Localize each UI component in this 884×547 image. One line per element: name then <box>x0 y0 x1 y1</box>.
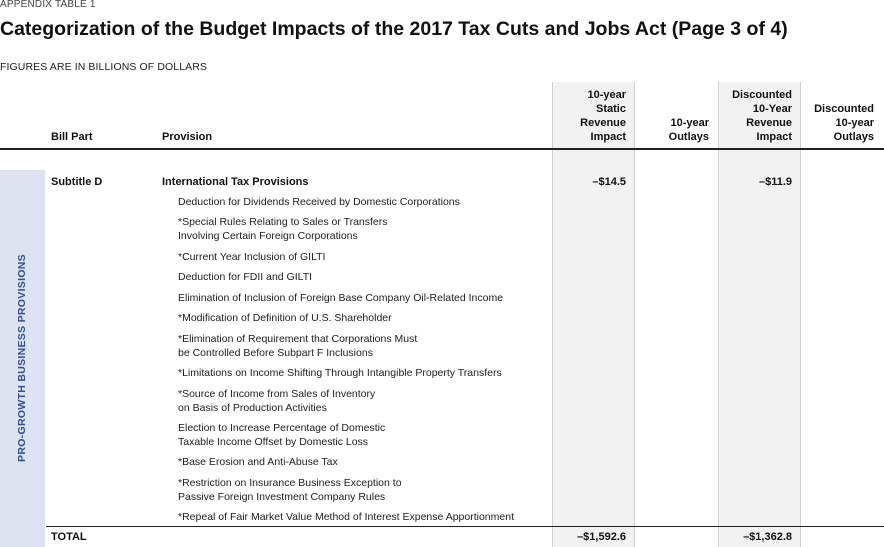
total-rule <box>46 526 884 527</box>
provision-item: *Base Erosion and Anti-Abuse Tax <box>178 456 338 468</box>
provision-item: *Restriction on Insurance Business Exception to Passive Foreign Investment Company Rules <box>178 477 402 503</box>
provision-item: *Current Year Inclusion of GILTI <box>178 251 326 263</box>
total-discounted-revenue: –$1,362.8 <box>743 531 792 543</box>
units-note: FIGURES ARE IN BILLIONS OF DOLLARS <box>0 61 208 73</box>
discounted-revenue-column-shade <box>719 82 800 547</box>
subtitle-static-revenue: –$14.5 <box>592 176 626 188</box>
subtitle-discounted-revenue: –$11.9 <box>758 176 792 188</box>
provision-item: *Limitations on Income Shifting Through Intangible Property Transfers <box>178 367 502 379</box>
header-rule <box>0 148 884 150</box>
subtitle-provision: International Tax Provisions <box>162 176 309 188</box>
header-discounted-outlays: Discounted 10-year Outlays <box>814 103 874 143</box>
header-static-revenue: 10-year Static Revenue Impact <box>580 89 626 143</box>
category-label: PRO-GROWTH BUSINESS PROVISIONS <box>16 254 28 462</box>
provision-item: *Elimination of Requirement that Corporations Must be Controlled Before Subpart F Inclusions <box>178 333 418 359</box>
provision-item: Deduction for FDII and GILTI <box>178 271 313 283</box>
subtitle-bill-part: Subtitle D <box>51 176 103 188</box>
column-divider <box>634 82 635 547</box>
header-bill-part: Bill Part <box>51 131 93 143</box>
header-provision: Provision <box>162 131 213 143</box>
static-revenue-column-shade <box>553 82 634 547</box>
column-divider <box>718 82 719 547</box>
provision-item: *Repeal of Fair Market Value Method of Interest Expense Apportionment <box>178 511 514 523</box>
provision-item: *Source of Income from Sales of Inventory on Basis of Production Activities <box>178 388 376 414</box>
total-label: TOTAL <box>51 531 87 543</box>
header-discounted-revenue: Discounted 10-Year Revenue Impact <box>732 89 792 143</box>
appendix-label: APPENDIX TABLE 1 <box>0 0 96 10</box>
column-divider <box>552 82 553 547</box>
total-static-revenue: –$1,592.6 <box>577 531 626 543</box>
provision-item: *Special Rules Relating to Sales or Transfers Involving Certain Foreign Corporations <box>178 216 388 242</box>
provision-item: Election to Increase Percentage of Domestic Taxable Income Offset by Domestic Loss <box>178 422 386 448</box>
header-outlays: 10-year Outlays <box>668 117 709 143</box>
provision-item: *Modification of Definition of U.S. Shareholder <box>178 312 392 324</box>
provision-item: Elimination of Inclusion of Foreign Base Company Oil-Related Income <box>178 292 504 304</box>
provision-item: Deduction for Dividends Received by Domestic Corporations <box>178 196 460 208</box>
column-divider <box>800 82 801 547</box>
page-title: Categorization of the Budget Impacts of the 2017 Tax Cuts and Jobs Act (Page 3 of 4) <box>0 18 788 40</box>
